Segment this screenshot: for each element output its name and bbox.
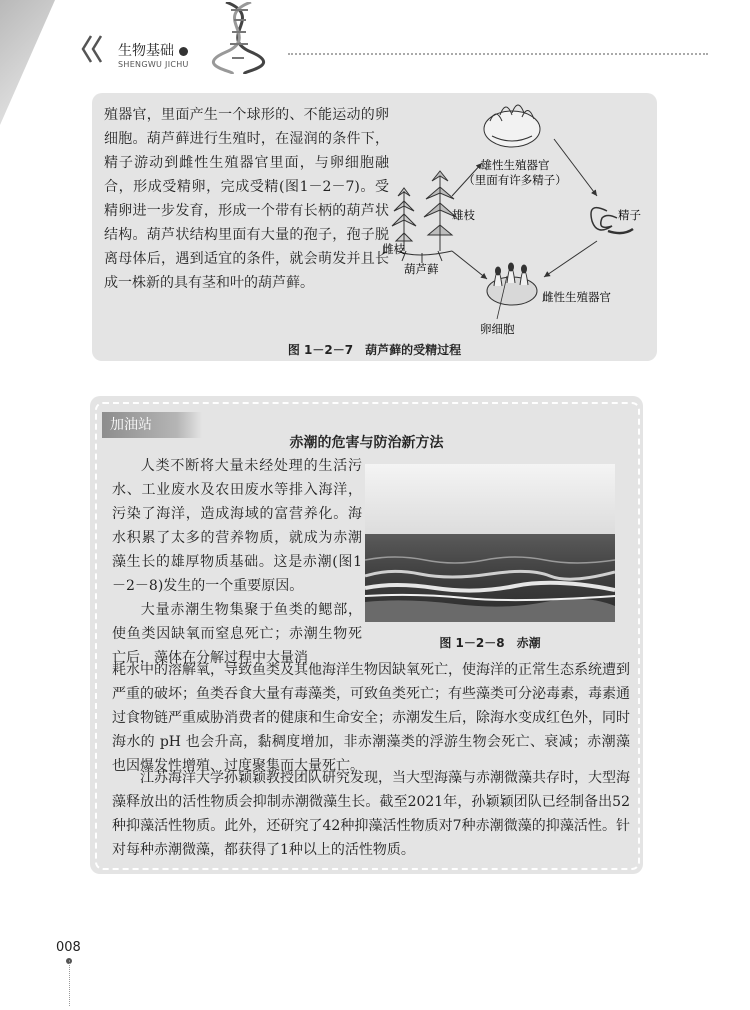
label-female-stem: 雌枝 bbox=[382, 242, 405, 256]
label-moss: 葫芦藓 bbox=[404, 262, 439, 276]
figure-caption-1-2-7: 图 1－2－7 葫芦藓的受精过程 bbox=[287, 343, 462, 357]
feature-paragraph-3-text: 江苏海洋大学孙颖颖教授团队研究发现，当大型海藻与赤潮微藻共存时，大型海藻释放出的活性物质会抑制赤潮微藻生长。截至2021年，孙颖颖团队已经制备出52种抑藻活性物质。此外，还研究了42种抑藻活性物质对7种赤潮微藻的抑藻活性。针对每种赤潮微藻，都获得了1种以上的活性物质。 bbox=[112, 770, 630, 858]
figure-caption-1-2-8: 图 1－2－8 赤潮 bbox=[439, 636, 541, 650]
feature-paragraph-2-rest: 耗水中的溶解氧，导致鱼类及其他海洋生物因缺氧死亡，使海洋的正常生态系统遭到严重的破坏；鱼类吞食大量有毒藻类，可致鱼类死亡；有些藻类可分泌毒素，毒素通过食物链严重威胁消费者的健康和生命安全；赤潮发生后，除海水变成红色外，同时海水的 pH 也会升高，黏稠度增加，非赤潮藻类的浮游生物会死亡、衰减；赤潮藻也因爆发性增殖、过度聚集而大量死亡。 bbox=[112, 662, 630, 774]
feature-title: 赤潮的危害与防治新方法 bbox=[289, 435, 444, 451]
feature-box bbox=[90, 396, 643, 874]
header-dotted-rule bbox=[288, 53, 708, 55]
title-bullet-icon bbox=[179, 47, 188, 56]
page-number: 008 bbox=[56, 940, 81, 955]
label-sperm: 精子 bbox=[618, 208, 641, 222]
book-title-pinyin: SHENGWU JICHU bbox=[118, 60, 189, 69]
red-tide-photo bbox=[365, 464, 615, 622]
arrow-sperm-to-female bbox=[544, 241, 597, 277]
label-male-stem: 雄枝 bbox=[452, 208, 475, 222]
double-chevron-left-icon bbox=[80, 34, 106, 64]
feature-paragraph-3 bbox=[112, 766, 630, 862]
book-title-text: 生物基础 bbox=[118, 43, 174, 59]
fertilization-section bbox=[92, 93, 657, 361]
feature-paragraph-1 bbox=[112, 454, 362, 598]
moss-fertilization-figure bbox=[382, 101, 652, 341]
arrow-male-to-sperm bbox=[554, 139, 597, 196]
male-organ-drawing bbox=[484, 105, 540, 147]
book-title bbox=[118, 40, 188, 60]
female-organ-drawing bbox=[487, 263, 537, 305]
page-header bbox=[58, 30, 738, 80]
arrow-moss-to-female bbox=[452, 251, 487, 279]
label-male-organ: 雄性生殖器官 bbox=[480, 158, 550, 172]
feature-paragraph-1-text: 人类不断将大量未经处理的生活污水、工业废水及农田废水等排入海洋，污染了海洋，造成海域的富营养化。海水积累了太多的营养物质，就成为赤潮藻生长的雄厚物质基础。这是赤潮(图1－2－8)发生的一个重要原因。 bbox=[112, 458, 362, 594]
page-number-dotted-line bbox=[69, 960, 70, 1006]
feature-tag: 加油站 bbox=[102, 412, 202, 438]
label-egg: 卵细胞 bbox=[480, 322, 515, 336]
feature-paragraph-2-start-text: 大量赤潮生物集聚于鱼类的鳃部，使鱼类因缺氧而窒息死亡；赤潮生物死亡后，藻体在分解过程中大量消 bbox=[112, 602, 362, 666]
dna-helix-icon bbox=[206, 2, 276, 74]
label-female-organ: 雌性生殖器官 bbox=[542, 290, 611, 304]
fertilization-paragraph: 殖器官，里面产生一个球形的、不能运动的卵细胞。葫芦藓进行生殖时，在湿润的条件下，精子游动到雌性生殖器官里面，与卵细胞融合，形成受精卵，完成受精(图1－2－7)。受精卵进一步发育，形成一个带有长柄的葫芦状结构。葫芦状结构里面有大量的孢子，孢子脱离母体后，遇到适宜的条件，就会萌发并且长成一株新的具有茎和叶的葫芦藓。 bbox=[104, 107, 389, 291]
label-male-organ-note: （里面有许多精子） bbox=[463, 173, 567, 187]
